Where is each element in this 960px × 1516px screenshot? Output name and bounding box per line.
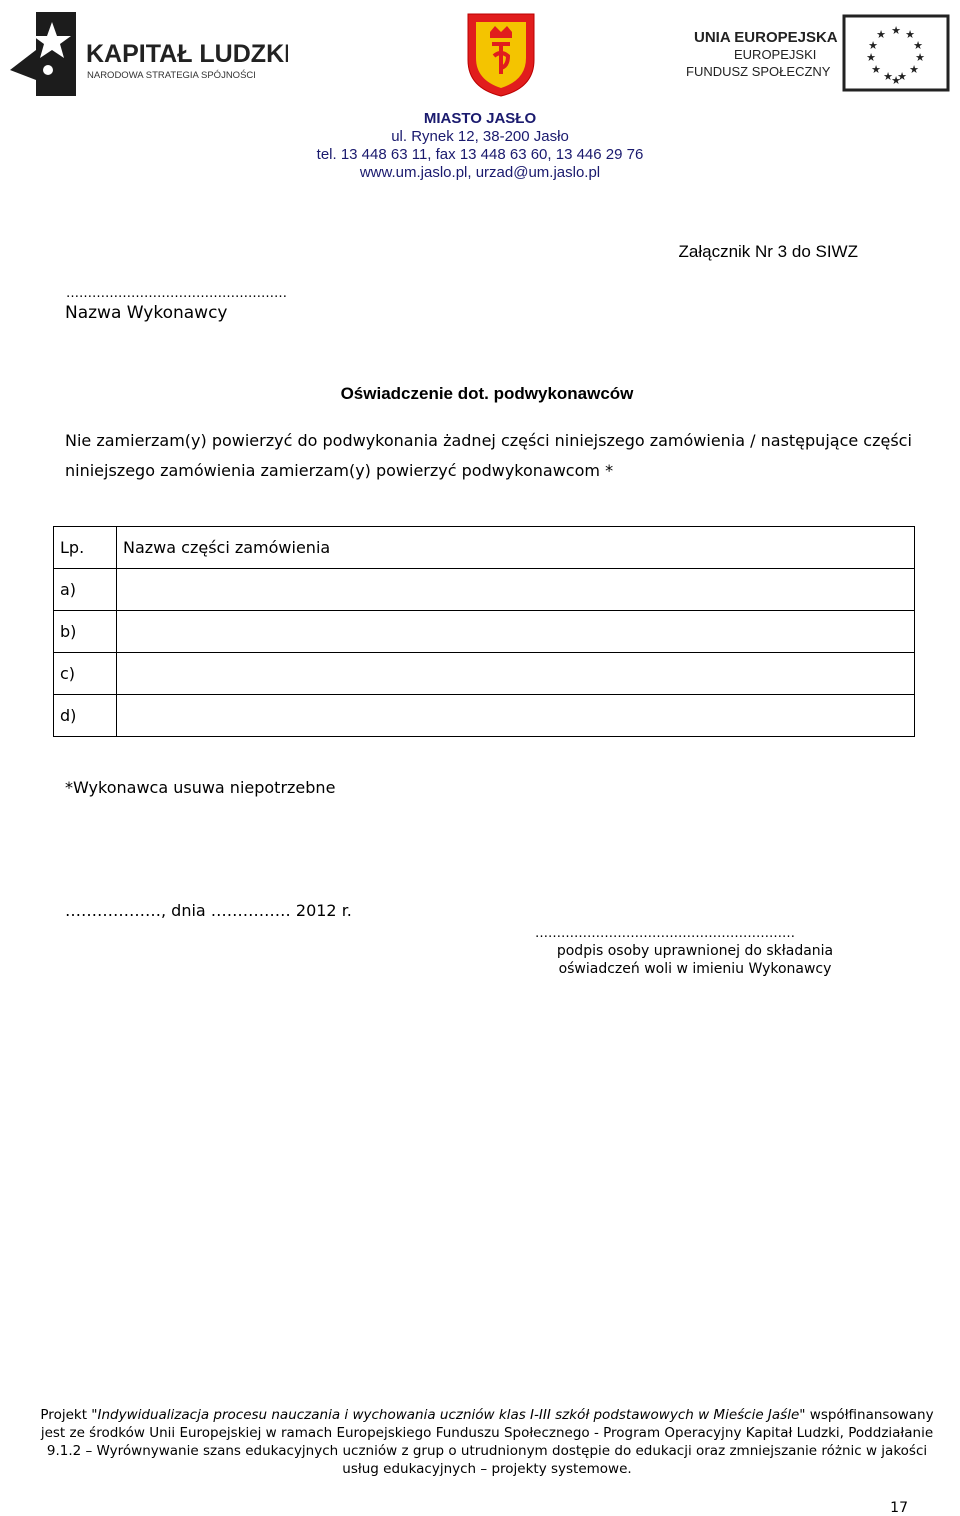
row-label: b)	[54, 611, 117, 653]
svg-text:★: ★	[897, 70, 907, 83]
eu-line3: FUNDUSZ SPOŁECZNY	[686, 64, 831, 79]
office-web: www.um.jaslo.pl, urzad@um.jaslo.pl	[359, 164, 601, 181]
eu-logo	[682, 14, 954, 92]
svg-text:★: ★	[905, 28, 915, 41]
contractor-label: Nazwa Wykonawcy	[65, 303, 228, 323]
footer-line3: 9.1.2 – Wyrównywanie szans edukacyjnych uczniów z grup o utrudnionym dostępie do edukacji oraz zmniejszanie różnic w jakości	[46, 1443, 928, 1459]
eu-line2: EUROPEJSKI	[734, 47, 817, 62]
table-row	[54, 695, 915, 737]
table-row	[54, 611, 915, 653]
svg-text:★: ★	[909, 63, 919, 76]
signature-caption	[535, 942, 855, 978]
footer-line4: usług edukacyjnych – projekty systemowe.	[342, 1461, 632, 1477]
statement-title: Oświadczenie dot. podwykonawców	[340, 384, 634, 403]
kapital-ludzki-logo	[8, 10, 288, 100]
page-number: 17	[890, 1500, 908, 1516]
table-row	[54, 653, 915, 695]
footer-project-title: "Indywidualizacja procesu nauczania i wychowania uczniów klas I-III szkół podstawowych w Mieście Jaśle"	[91, 1407, 806, 1423]
project-footer	[0, 1406, 960, 1478]
signature-line2: oświadczeń woli w imieniu Wykonawcy	[558, 961, 832, 977]
table-header-row	[54, 527, 915, 569]
kl-title: KAPITAŁ LUDZKI	[86, 40, 288, 68]
office-name: MIASTO JASŁO	[423, 110, 537, 127]
svg-text:★: ★	[883, 70, 893, 83]
row-label: a)	[54, 569, 117, 611]
svg-text:★: ★	[871, 63, 881, 76]
table-row	[54, 569, 915, 611]
statement-paragraph: Nie zamierzam(y) powierzyć do podwykonania żadnej części niniejszego zamówienia / następujące części niniejszego zamówienia zamierzam(y) powierzyć podwykonawcom *	[65, 431, 912, 480]
footer-suffix: współfinansowany	[805, 1407, 934, 1423]
place-date-line: ………………, dnia …………… 2012 r.	[65, 901, 352, 920]
kl-subtitle: NARODOWA STRATEGIA SPÓJNOŚCI	[87, 70, 256, 81]
svg-text:★: ★	[866, 51, 876, 64]
office-phones: tel. 13 448 63 11, fax 13 448 63 60, 13 446 29 76	[316, 146, 644, 163]
row-part-name-cell[interactable]	[117, 569, 915, 611]
signature-dots: ……………………………………………………	[535, 926, 795, 941]
footer-line2: jest ze środków Unii Europejskiej w ramach Europejskiego Funduszu Społecznego - Program Operacyjny Kapitał Ludzki, Poddziałanie	[40, 1425, 934, 1441]
eu-line1: UNIA EUROPEJSKA	[694, 29, 838, 46]
contractor-dots: ……………………………………………	[66, 286, 287, 301]
coat-of-arms-icon	[462, 10, 540, 98]
header-part-name: Nazwa części zamówienia	[117, 527, 915, 569]
row-part-name-cell[interactable]	[117, 695, 915, 737]
row-part-name-cell[interactable]	[117, 611, 915, 653]
row-label: d)	[54, 695, 117, 737]
signature-line1: podpis osoby uprawnionej do składania	[556, 943, 834, 959]
office-address: ul. Rynek 12, 38-200 Jasło	[391, 128, 569, 145]
header-lp: Lp.	[54, 527, 117, 569]
svg-text:★: ★	[915, 51, 925, 64]
svg-text:★: ★	[913, 39, 923, 52]
svg-text:★: ★	[891, 74, 901, 87]
svg-text:★: ★	[891, 24, 901, 37]
footnote: *Wykonawca usuwa niepotrzebne	[65, 778, 336, 797]
footer-prefix: Projekt	[40, 1407, 92, 1423]
svg-text:★: ★	[876, 28, 886, 41]
annex-label: Załącznik Nr 3 do SIWZ	[678, 242, 858, 261]
subcontract-parts-table	[53, 526, 915, 737]
row-part-name-cell[interactable]	[117, 653, 915, 695]
office-header	[0, 110, 960, 182]
svg-text:★: ★	[868, 39, 878, 52]
row-label: c)	[54, 653, 117, 695]
